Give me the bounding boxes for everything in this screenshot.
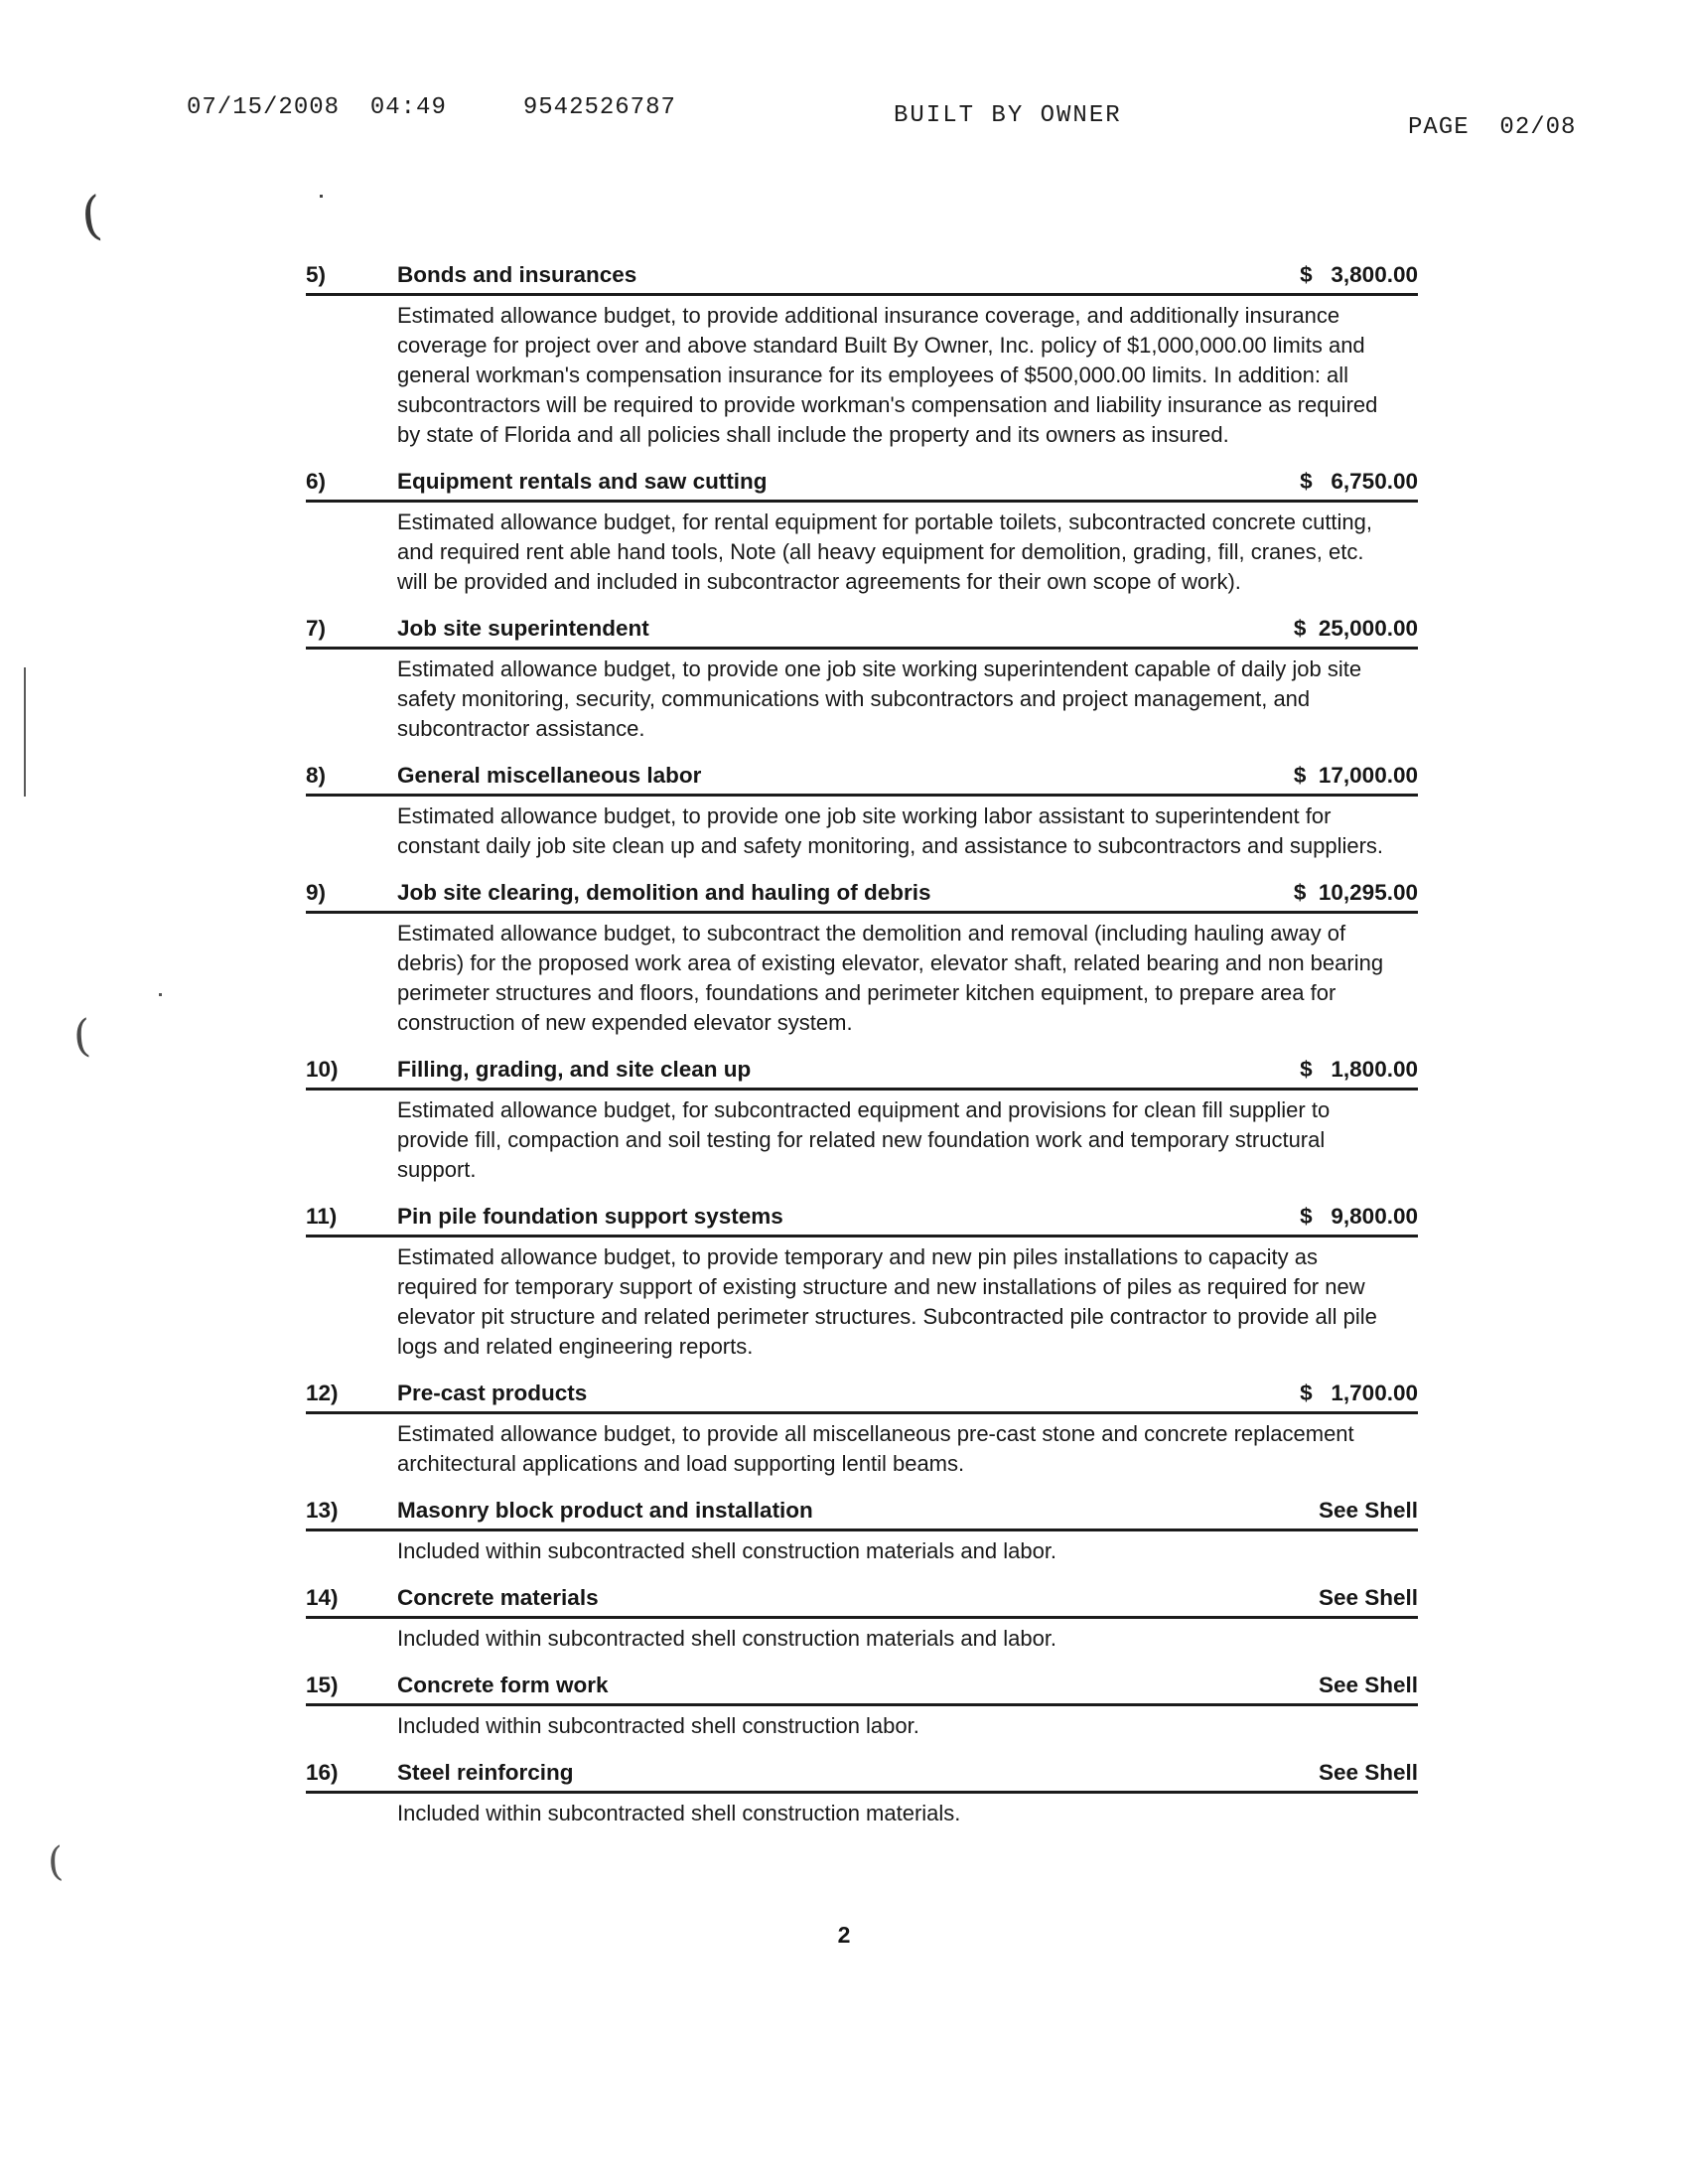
item-amount: $ 25,000.00	[1293, 616, 1418, 641]
fax-datetime-number	[187, 94, 676, 121]
scan-artifact: (	[46, 1838, 65, 1886]
item-amount: $ 17,000.00	[1293, 763, 1418, 788]
item-number: 5)	[306, 262, 327, 287]
item-heading	[306, 1055, 1418, 1091]
item-description: Estimated allowance budget, to provide all miscellaneous pre-cast stone and concrete replacement architectural applications and load supporting lentil beams.	[397, 1421, 1354, 1476]
item-number: 16)	[306, 1760, 339, 1785]
item-heading	[306, 1202, 1418, 1238]
item-amount: $ 1,800.00	[1300, 1057, 1418, 1082]
item-description: Estimated allowance budget, to subcontract the demolition and removal (including hauling away of debris) for the proposed work area of existing elevator, elevator shaft, related bearing and non bearing perimeter structures and floors, foundations and perimeter kitchen equipment, to prepare area for construction of new expended elevator system.	[397, 921, 1384, 1035]
fax-doc-title: BUILT BY OWNER	[894, 102, 1122, 129]
line-item	[306, 1671, 1418, 1741]
item-heading	[306, 1583, 1418, 1619]
line-item	[306, 1055, 1418, 1185]
item-title: Concrete form work	[397, 1673, 609, 1697]
item-number: 12)	[306, 1381, 339, 1405]
item-number: 8)	[306, 763, 327, 788]
item-description: Estimated allowance budget, for subcontracted equipment and provisions for clean fill supplier to provide fill, compaction and soil testing for related new foundation work and temporary structural support.	[397, 1097, 1331, 1182]
item-description: Included within subcontracted shell construction materials and labor.	[397, 1626, 1057, 1651]
line-item	[306, 614, 1418, 744]
line-item	[306, 467, 1418, 597]
item-heading	[306, 614, 1418, 650]
item-amount: See Shell	[1318, 1760, 1418, 1785]
item-title: Steel reinforcing	[397, 1760, 574, 1785]
item-title: Job site clearing, demolition and hauling of debris	[397, 880, 931, 905]
line-item-list	[306, 260, 1418, 1845]
item-number: 15)	[306, 1673, 339, 1697]
item-title: Pin pile foundation support systems	[397, 1204, 783, 1229]
item-description: Estimated allowance budget, for rental equipment for portable toilets, subcontracted concrete cutting, and required rent able hand tools, Note (all heavy equipment for demolition, grading, fill, cranes, etc. will be provided and included in subcontractor agreements for their own scope of work).	[397, 510, 1373, 594]
item-description: Included within subcontracted shell construction materials and labor.	[397, 1538, 1057, 1563]
item-number: 6)	[306, 469, 327, 494]
item-heading	[306, 1379, 1418, 1414]
scan-artifact: (	[71, 1010, 92, 1063]
item-title: Filling, grading, and site clean up	[397, 1057, 752, 1082]
line-item	[306, 878, 1418, 1038]
item-amount: $ 1,700.00	[1300, 1381, 1418, 1405]
item-heading	[306, 878, 1418, 914]
scan-artifact	[320, 195, 323, 198]
item-description: Estimated allowance budget, to provide additional insurance coverage, and additionally insurance coverage for project over and above standard Built By Owner, Inc. policy of $1,000,000.00 limits and general workman's compensation insurance for its employees of $500,000.00 limits. In addition: all subcontractors will be required to provide workman's compensation and liability insurance as required by state of Florida and all policies shall include the property and its owners as insured.	[397, 303, 1378, 447]
item-number: 14)	[306, 1585, 339, 1610]
item-number: 9)	[306, 880, 327, 905]
fax-page-label: PAGE 02/08	[1408, 114, 1577, 141]
line-item	[306, 1202, 1418, 1362]
item-heading	[306, 467, 1418, 503]
item-number: 10)	[306, 1057, 339, 1082]
fax-header	[0, 94, 1688, 141]
item-title: Equipment rentals and saw cutting	[397, 469, 768, 494]
item-amount: $ 3,800.00	[1300, 262, 1418, 287]
item-heading	[306, 761, 1418, 797]
item-title: Masonry block product and installation	[397, 1498, 813, 1523]
line-item	[306, 1496, 1418, 1566]
item-title: Job site superintendent	[397, 616, 649, 641]
item-heading	[306, 1671, 1418, 1706]
item-description: Included within subcontracted shell construction labor.	[397, 1713, 919, 1738]
item-description: Estimated allowance budget, to provide one job site working superintendent capable of daily job site safety monitoring, security, communications with subcontractors and project management, and subcontractor assistance.	[397, 656, 1362, 741]
item-description: Estimated allowance budget, to provide temporary and new pin piles installations to capacity as required for temporary support of existing structure and new installations of piles as required for new elevator pit structure and related perimeter structures. Subcontracted pile contractor to provide all pile logs and related engineering reports.	[397, 1244, 1377, 1359]
fax-datetime: 07/15/2008 04:49	[187, 94, 447, 121]
item-heading	[306, 1758, 1418, 1794]
item-number: 11)	[306, 1204, 338, 1229]
item-title: Pre-cast products	[397, 1381, 588, 1405]
item-amount: $ 6,750.00	[1300, 469, 1418, 494]
scan-artifact	[24, 667, 26, 797]
line-item	[306, 1583, 1418, 1654]
item-heading	[306, 1496, 1418, 1531]
item-number: 7)	[306, 616, 327, 641]
line-item	[306, 1758, 1418, 1828]
line-item	[306, 1379, 1418, 1479]
item-amount: $ 9,800.00	[1300, 1204, 1418, 1229]
item-number: 13)	[306, 1498, 339, 1523]
scan-artifact	[159, 993, 162, 996]
fax-number: 9542526787	[522, 94, 676, 121]
item-heading	[306, 260, 1418, 296]
item-description: Estimated allowance budget, to provide one job site working labor assistant to superintendent for constant daily job site clean up and safety monitoring, and assistance to subcontractors and suppliers.	[397, 803, 1384, 858]
item-title: General miscellaneous labor	[397, 763, 702, 788]
item-description: Included within subcontracted shell construction materials.	[397, 1801, 961, 1825]
item-title: Concrete materials	[397, 1585, 599, 1610]
item-title: Bonds and insurances	[397, 262, 637, 287]
line-item	[306, 761, 1418, 861]
page-number: 2	[837, 1922, 851, 1948]
scan-artifact: (	[77, 186, 105, 247]
item-amount: See Shell	[1318, 1585, 1418, 1610]
line-item	[306, 260, 1418, 450]
item-amount: See Shell	[1318, 1498, 1418, 1523]
item-amount: See Shell	[1318, 1673, 1418, 1697]
item-amount: $ 10,295.00	[1293, 880, 1418, 905]
